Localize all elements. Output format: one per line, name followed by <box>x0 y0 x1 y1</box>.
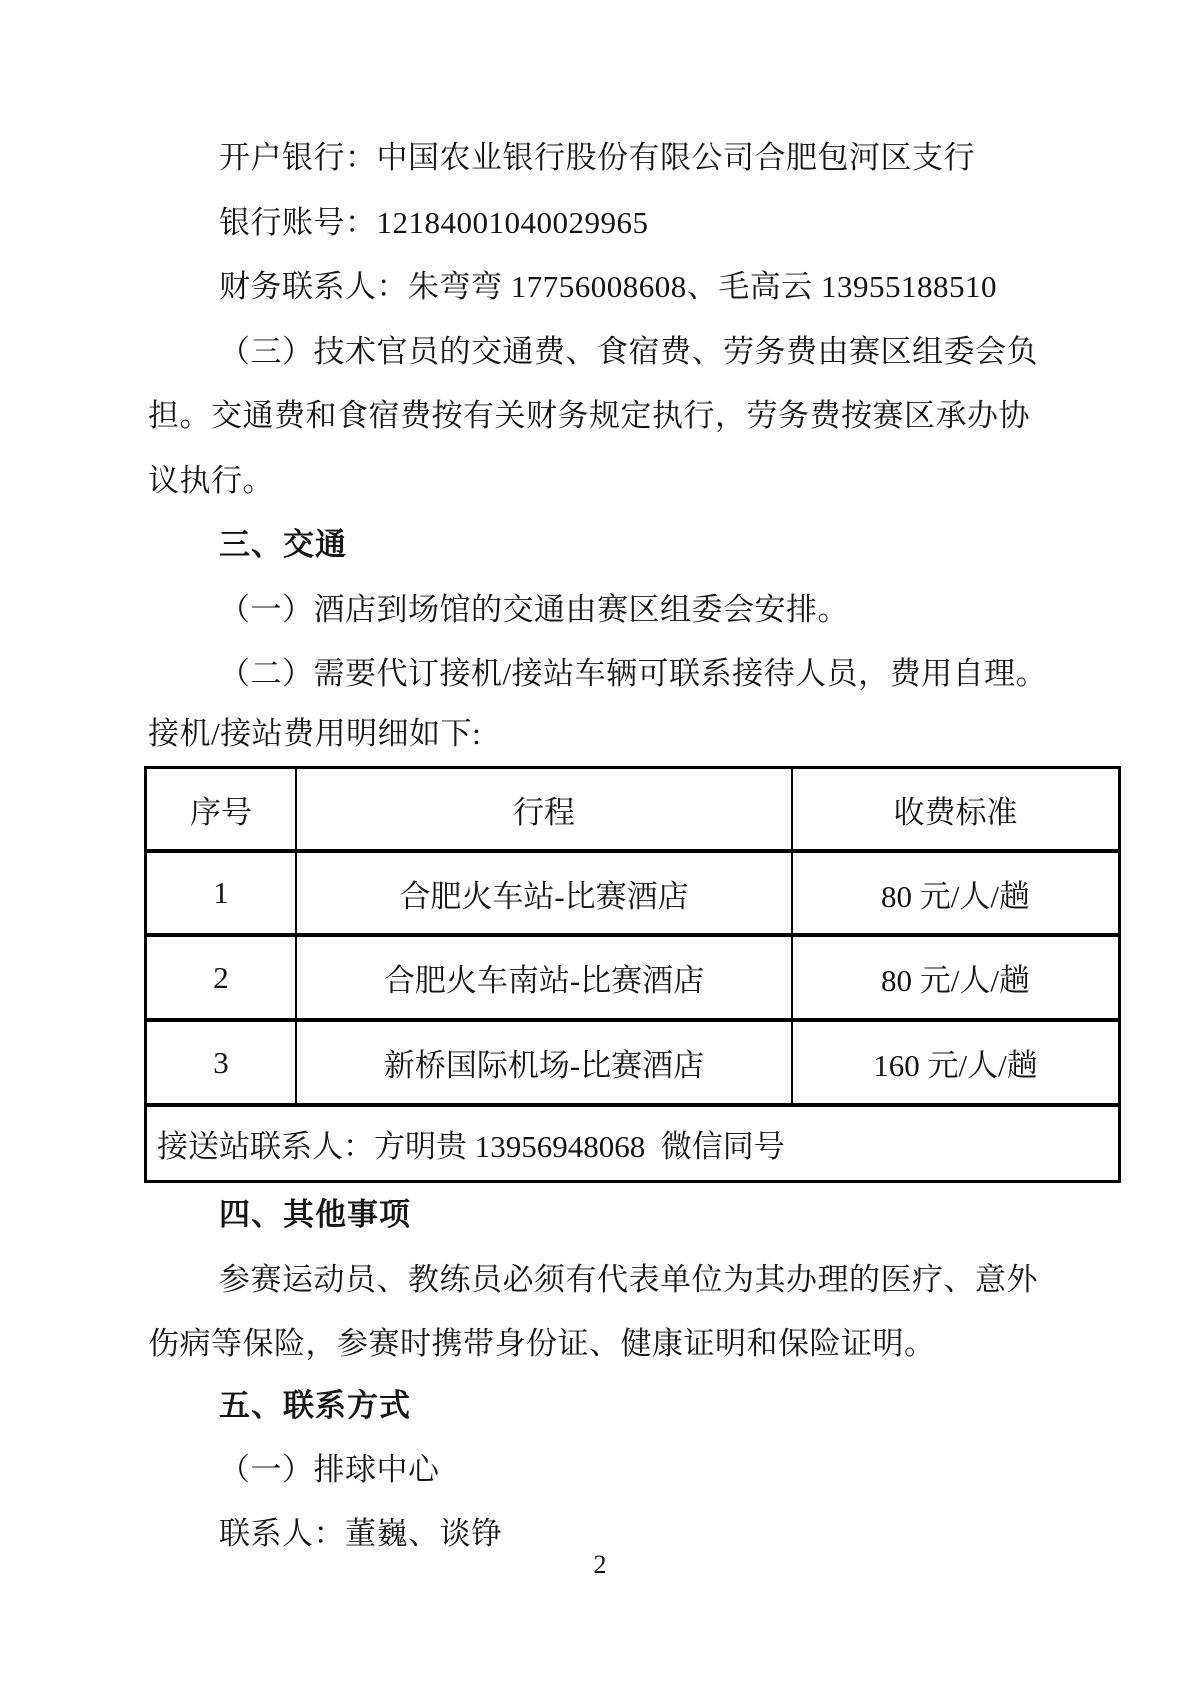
table-row3-fee: 160 元/人/趟 <box>793 1022 1118 1107</box>
table-row3-num: 3 <box>147 1022 297 1107</box>
section3-heading: 三、交通 <box>219 527 347 562</box>
table-row2-fee: 80 元/人/趟 <box>793 937 1118 1022</box>
sec3-item1-line: （一）酒店到场馆的交通由赛区组委会安排。 <box>219 592 849 627</box>
item3-line1: （三）技术官员的交通费、食宿费、劳务费由赛区组委会负 <box>219 334 1038 369</box>
fee-table <box>144 766 1121 1183</box>
table-row1-fee: 80 元/人/趟 <box>793 853 1118 937</box>
item3-line2: 担。交通费和食宿费按有关财务规定执行，劳务费按赛区承办协 <box>148 398 1030 433</box>
sec5-contacts-line: 联系人：董巍、谈铮 <box>219 1516 503 1551</box>
table-row1-num: 1 <box>147 853 297 937</box>
fee-table-header-route: 行程 <box>297 769 793 853</box>
section5-heading: 五、联系方式 <box>219 1388 411 1423</box>
table-row3-route: 新桥国际机场-比赛酒店 <box>297 1022 793 1107</box>
sec3-item2-line2: 接机/接站费用明细如下: <box>148 716 482 751</box>
bank-name-line: 开户银行：中国农业银行股份有限公司合肥包河区支行 <box>219 140 975 175</box>
sec5-item1-line: （一）排球中心 <box>219 1452 440 1487</box>
finance-contacts-line: 财务联系人：朱弯弯 17756008608、毛高云 13955188510 <box>219 269 997 304</box>
table-row2-num: 2 <box>147 937 297 1022</box>
table-row1-route: 合肥火车站-比赛酒店 <box>297 853 793 937</box>
section4-heading: 四、其他事项 <box>219 1197 411 1232</box>
table-footer-pickup-contact: 接送站联系人：方明贵 13956948068 微信同号 <box>157 1129 785 1164</box>
bank-account-line: 银行账号：12184001040029965 <box>219 205 649 240</box>
sec3-item2-line1: （二）需要代订接机/接站车辆可联系接待人员，费用自理。 <box>219 656 1048 691</box>
fee-table-header-num: 序号 <box>147 769 297 853</box>
item3-line3: 议执行。 <box>148 463 274 498</box>
page-number: 2 <box>593 1550 607 1579</box>
sec4-line2: 伤病等保险，参赛时携带身份证、健康证明和保险证明。 <box>148 1326 936 1361</box>
table-row2-route: 合肥火车南站-比赛酒店 <box>297 937 793 1022</box>
fee-table-header-fee: 收费标准 <box>793 769 1118 853</box>
sec4-line1: 参赛运动员、教练员必须有代表单位为其办理的医疗、意外 <box>219 1262 1038 1297</box>
